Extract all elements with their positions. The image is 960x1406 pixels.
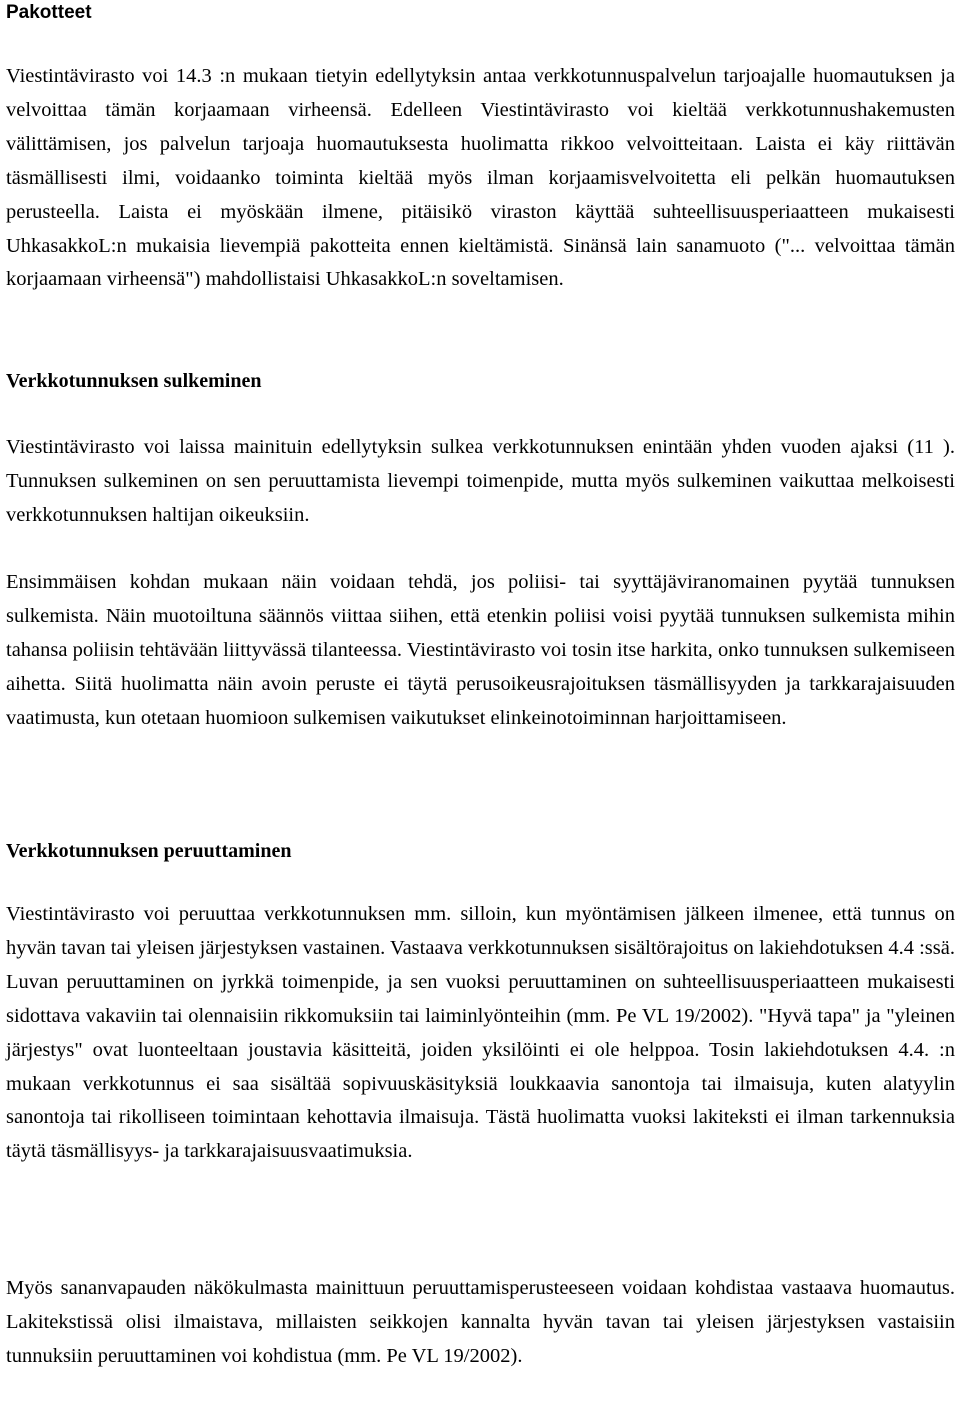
paragraph-pakotteet: Viestintävirasto voi 14.3 :n mukaan tietyin edellytyksin antaa verkkotunnuspalvelun tarjoajalle huomautuksen ja velvoittaa tämän korjaamaan virheensä. Edelleen Viestintävirasto voi kieltää verkkotunnushakemusten välittämisen, jos palvelun tarjoaja huomautuksesta huolimatta rikkoo velvoitteitaan. Laista ei käy riittävän täsmällisesti ilmi, voidaanko toiminta kieltää myös ilman korjaamisvelvoitetta eli pelkän huomautuksen perusteella. Laista ei myöskään ilmene, pitäisikö viraston käyttää suhteellisuusperiaatteen mukaisesti UhkasakkoL:n mukaisia lievempiä pakotteita ennen kieltämistä. Sinänsä lain sanamuoto ("... velvoittaa tämän korjaamaan virheensä") mahdollistaisi UhkasakkoL:n soveltamisen. (6, 65, 955, 291)
section-heading-peruuttaminen: Verkkotunnuksen peruuttaminen (6, 840, 292, 862)
paragraph-sulkeminen-2: Ensimmäisen kohdan mukaan näin voidaan tehdä, jos poliisi- tai syyttäjäviranomainen pyytää tunnuksen sulkemista. Näin muotoiltuna säännös viittaa siihen, että etenkin poliisi voisi pyytää tunnuksen sulkemista mihin tahansa poliisin tehtävään liittyvässä tilanteessa. Viestintävirasto voi tosin itse harkita, onko tunnuksen sulkemiseen aihetta. Siitä huolimatta näin avoin peruste ei täytä perusoikeusrajoituksen täsmällisyyden ja tarkkarajaisuuden vaatimusta, kun otetaan huomioon sulkemisen vaikutukset elinkeinotoiminnan harjoittamiseen. (6, 571, 955, 729)
section-heading-pakotteet: Pakotteet (6, 2, 92, 23)
paragraph-peruuttaminen-1: Viestintävirasto voi peruuttaa verkkotunnuksen mm. silloin, kun myöntämisen jälkeen ilmenee, että tunnus on hyvän tavan tai yleisen järjestyksen vastainen. Vastaava verkkotunnuksen sisältörajoitus on lakiehdotuksen 4.4 :ssä. Luvan peruuttaminen on jyrkkä toimenpide, ja sen vuoksi peruuttaminen on suhteellisuusperiaatteen mukaisesti sidottava vakaviin tai olennaisiin rikkomuksiin tai laiminlyönteihin (mm. Pe VL 19/2002). "Hyvä tapa" ja "yleinen järjestys" ovat luonteeltaan joustavia käsitteitä, joiden yksilöinti ei ole helppoa. Tosin lakiehdotuksen 4.4. :n mukaan verkkotunnus ei saa sisältää sopivuuskäsityksiä loukkaavia sanontoja tai ilmaisuja, kuten alatyylin sanontoja tai rikolliseen toimintaan kehottavia ilmaisuja. Tästä huolimatta vuoksi lakiteksti ei ilman tarkennuksia täytä täsmällisyys- ja tarkkarajaisuusvaatimuksia. (6, 903, 955, 1163)
section-heading-sulkeminen: Verkkotunnuksen sulkeminen (6, 370, 262, 392)
paragraph-peruuttaminen-2: Myös sananvapauden näkökulmasta mainittuun peruuttamisperusteeseen voidaan kohdistaa vastaava huomautus. Lakitekstissä olisi ilmaistava, millaisten seikkojen kannalta hyvän tavan tai yleisen järjestyksen vastaisiin tunnuksiin peruuttaminen voi kohdistua (mm. Pe VL 19/2002). (6, 1277, 955, 1367)
paragraph-sulkeminen-1: Viestintävirasto voi laissa mainituin edellytyksin sulkea verkkotunnuksen enintään yhden vuoden ajaksi (11 ). Tunnuksen sulkeminen on sen peruuttamista lievempi toimenpide, mutta myös sulkeminen vaikuttaa melkoisesti verkkotunnuksen haltijan oikeuksiin. (6, 436, 955, 526)
